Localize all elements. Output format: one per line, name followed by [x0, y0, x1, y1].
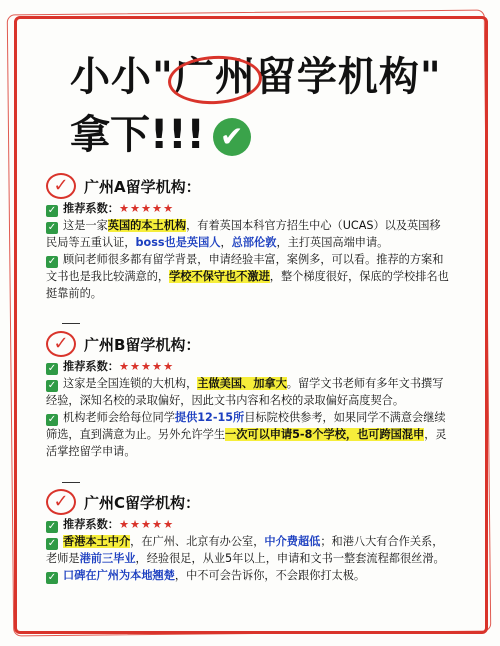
- section-a: [46, 172, 450, 302]
- ring-check-icon: ✓: [46, 331, 76, 357]
- ring-check-icon: ✓: [46, 489, 76, 515]
- checkbox-icon: ✓: [47, 380, 57, 391]
- page-title: [70, 54, 442, 100]
- title-pre: 小小": [70, 54, 174, 100]
- checkbox-icon: ✓: [47, 572, 57, 583]
- check-circle-icon: ✔: [213, 118, 251, 156]
- section-c-rating: ✓ 推荐系数：★★★★★: [47, 518, 175, 532]
- section-b: [46, 330, 450, 460]
- section-b-rating: ✓ 推荐系数：★★★★★: [47, 360, 175, 374]
- title-line2-text: 拿下!!!: [70, 112, 205, 158]
- section-a-header: [46, 172, 450, 200]
- star-rating: ★★★★★: [118, 518, 175, 531]
- divider: [62, 482, 80, 483]
- section-c: [46, 488, 450, 584]
- checkbox-icon: ✓: [47, 205, 57, 216]
- title-post: 留学机构": [255, 54, 442, 100]
- section-a-para2: ✓ 顾问老师很多都有留学背景，申请经验丰富，案例多，可以看。推荐的方案和文书也是我比较满意的，学校不保守也不激进，整个梯度很好，保底的学校排名也挺靠前的。: [46, 253, 449, 300]
- section-c-para1: ✓ 香港本土中介，在广州、北京有办公室，中介费超低；和港八大有合作关系，老师是港前三毕业，经验很足，从业5年以上，申请和文书一整套流程都很丝滑。: [46, 535, 445, 565]
- section-c-header: [46, 488, 450, 516]
- section-b-para2: ✓ 机构老师会给每位同学提供12-15所目标院校供参考，如果同学不满意会继续筛选，直到满意为止。另外允许学生一次可以申请5-8个学校，也可跨国混申，灵活掌控留学申请。: [46, 411, 447, 458]
- section-a-title: 广州A留学机构：: [84, 177, 201, 196]
- section-b-para1: ✓ 这家是全国连锁的大机构，主做美国、加拿大。留学文书老师有多年文书撰写经验，深知名校的录取偏好，因此文书内容和名校的录取偏好高度契合。: [46, 377, 444, 407]
- checkbox-icon: ✓: [47, 222, 57, 233]
- section-a-para1: ✓ 这是一家英国的本土机构，有着英国本科官方招生中心（UCAS）以及英国移民局等五重认证，boss也是英国人，总部伦敦，主打英国高端申请。: [46, 219, 441, 249]
- star-rating: ★★★★★: [118, 202, 175, 215]
- star-rating: ★★★★★: [118, 360, 175, 373]
- ring-check-icon: ✓: [46, 173, 76, 199]
- checkbox-icon: ✓: [47, 363, 57, 374]
- section-b-header: [46, 330, 450, 358]
- divider: [62, 323, 80, 324]
- page-title-line2: [70, 112, 251, 158]
- checkbox-icon: ✓: [47, 521, 57, 532]
- title-highlight: 广州: [173, 54, 256, 100]
- section-c-title: 广州C留学机构：: [84, 493, 201, 512]
- checkbox-icon: ✓: [47, 414, 57, 425]
- checkbox-icon: ✓: [47, 256, 57, 267]
- checkbox-icon: ✓: [47, 538, 57, 549]
- section-c-para2: ✓ 口碑在广州为本地翘楚，中不可会告诉你，不会跟你打太极。: [47, 569, 366, 583]
- section-b-title: 广州B留学机构：: [84, 335, 201, 354]
- section-a-rating: ✓ 推荐系数：★★★★★: [47, 202, 175, 216]
